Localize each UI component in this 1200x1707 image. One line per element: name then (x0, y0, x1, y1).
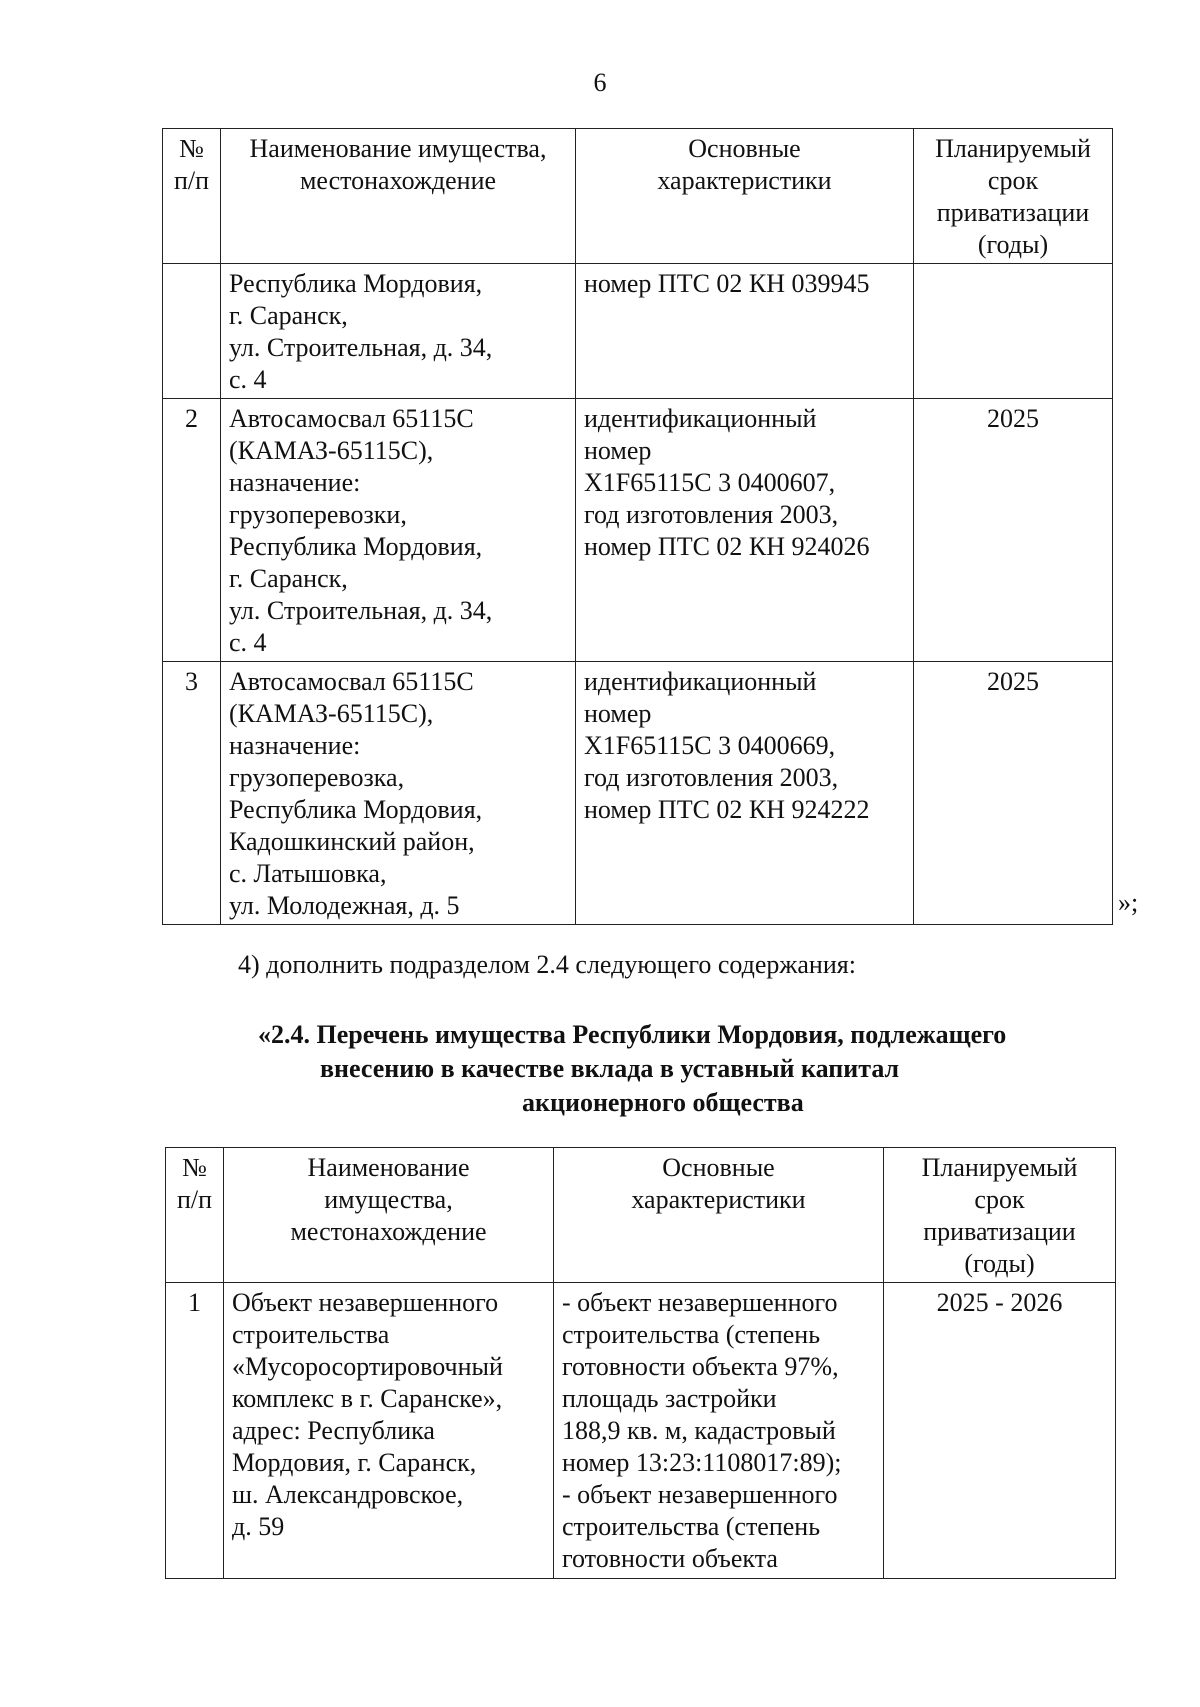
heading-line-1: «2.4. Перечень имущества Республики Мордовия, подлежащего (258, 1020, 1007, 1049)
row-characteristics: номер ПТС 02 КН 039945 (576, 264, 914, 399)
row-name-location: Автосамосвал 65115С (КАМАЗ-65115С), назначение: грузоперевозка, Республика Мордовия, Кадошкинский район, с. Латышовка, ул. Молодежная, д. 5 (221, 662, 576, 925)
row-number: 2 (163, 399, 221, 662)
property-table-continued (162, 128, 1113, 925)
table-row (163, 399, 1113, 662)
header-characteristics: Основные характеристики (576, 129, 914, 264)
table-row (166, 1283, 1116, 1579)
row-privatization-term: 2025 (914, 662, 1113, 925)
header-characteristics: Основные характеристики (554, 1148, 884, 1283)
table-header-row (166, 1148, 1116, 1283)
header-number: № п/п (166, 1148, 224, 1283)
header-name-location: Наименование имущества, местонахождение (224, 1148, 554, 1283)
table-row (163, 662, 1113, 925)
header-privatization-term: Планируемый срок приватизации (годы) (884, 1148, 1116, 1283)
header-number: № п/п (163, 129, 221, 264)
header-name-location: Наименование имущества, местонахождение (221, 129, 576, 264)
row-name-location: Республика Мордовия, г. Саранск, ул. Строительная, д. 34, с. 4 (221, 264, 576, 399)
row-privatization-term: 2025 (914, 399, 1113, 662)
row-number (163, 264, 221, 399)
row-name-location: Объект незавершенного строительства «Мусоросортировочный комплекс в г. Саранске», адрес: Республика Мордовия, г. Саранск, ш. Александровское, д. 59 (224, 1283, 554, 1579)
page-number: 6 (593, 68, 607, 97)
row-privatization-term (914, 264, 1113, 399)
row-characteristics: идентификационный номер Х1F65115С 3 0400607, год изготовления 2003, номер ПТС 02 КН 924026 (576, 399, 914, 662)
closing-quote: »; (1118, 888, 1139, 917)
header-privatization-term: Планируемый срок приватизации (годы) (914, 129, 1113, 264)
row-privatization-term: 2025 - 2026 (884, 1283, 1116, 1579)
table-row (163, 264, 1113, 399)
row-name-location: Автосамосвал 65115С (КАМАЗ-65115С), назначение: грузоперевозки, Республика Мордовия, г. Саранск, ул. Строительная, д. 34, с. 4 (221, 399, 576, 662)
row-characteristics: идентификационный номер Х1F65115С 3 0400669, год изготовления 2003, номер ПТС 02 КН 924222 (576, 662, 914, 925)
table-header-row (163, 129, 1113, 264)
row-number: 1 (166, 1283, 224, 1579)
heading-line-2: внесению в качестве вклада в уставный капитал (320, 1054, 900, 1083)
heading-line-3: акционерного общества (522, 1088, 804, 1117)
row-characteristics: - объект незавершенного строительства (степень готовности объекта 97%, площадь застройки 188,9 кв. м, кадастровый номер 13:23:1108017:89); - объект незавершенного строительства (степень готовности объекта (554, 1283, 884, 1579)
property-table-contribution (165, 1147, 1116, 1579)
amendment-paragraph: 4) дополнить подразделом 2.4 следующего содержания: (238, 950, 856, 979)
row-number: 3 (163, 662, 221, 925)
